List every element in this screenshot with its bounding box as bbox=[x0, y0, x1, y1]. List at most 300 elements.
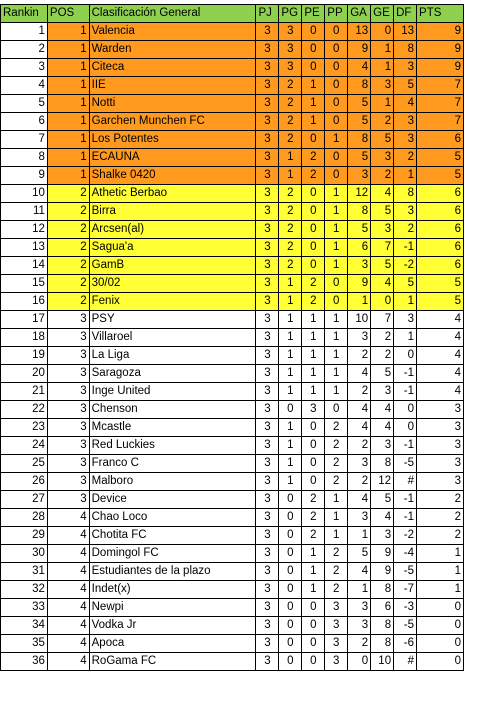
cell-pg: 1 bbox=[279, 437, 302, 455]
cell-pos: 1 bbox=[47, 41, 89, 59]
header-pe: PE bbox=[302, 5, 325, 23]
cell-rank: 5 bbox=[1, 95, 48, 113]
cell-pts: 6 bbox=[417, 257, 464, 275]
table-row bbox=[1, 527, 464, 545]
cell-pp: 3 bbox=[325, 635, 348, 653]
cell-pj: 3 bbox=[256, 149, 279, 167]
cell-ga: 8 bbox=[348, 203, 371, 221]
cell-ge: 3 bbox=[371, 527, 394, 545]
cell-ga: 6 bbox=[348, 239, 371, 257]
cell-pe: 0 bbox=[302, 419, 325, 437]
cell-pos: 1 bbox=[47, 95, 89, 113]
cell-pj: 3 bbox=[256, 77, 279, 95]
cell-pos: 2 bbox=[47, 203, 89, 221]
cell-pos: 1 bbox=[47, 23, 89, 41]
cell-pg: 1 bbox=[279, 149, 302, 167]
cell-rank: 2 bbox=[1, 41, 48, 59]
cell-pj: 3 bbox=[256, 419, 279, 437]
cell-pts: 4 bbox=[417, 329, 464, 347]
cell-pts: 3 bbox=[417, 473, 464, 491]
cell-pj: 3 bbox=[256, 563, 279, 581]
cell-team: Franco C bbox=[89, 455, 256, 473]
cell-ga: 2 bbox=[348, 635, 371, 653]
cell-pj: 3 bbox=[256, 473, 279, 491]
cell-df: -1 bbox=[394, 509, 417, 527]
cell-df: 4 bbox=[394, 95, 417, 113]
cell-pts: 4 bbox=[417, 383, 464, 401]
table-row bbox=[1, 203, 464, 221]
cell-pos: 2 bbox=[47, 221, 89, 239]
cell-ga: 4 bbox=[348, 563, 371, 581]
cell-pe: 2 bbox=[302, 527, 325, 545]
cell-pos: 3 bbox=[47, 419, 89, 437]
cell-team: Citeca bbox=[89, 59, 256, 77]
cell-pe: 0 bbox=[302, 185, 325, 203]
cell-pe: 1 bbox=[302, 113, 325, 131]
cell-pp: 0 bbox=[325, 149, 348, 167]
cell-rank: 33 bbox=[1, 599, 48, 617]
cell-rank: 23 bbox=[1, 419, 48, 437]
cell-pe: 1 bbox=[302, 311, 325, 329]
cell-pts: 9 bbox=[417, 59, 464, 77]
table-row bbox=[1, 41, 464, 59]
cell-ga: 12 bbox=[348, 185, 371, 203]
cell-ge: 3 bbox=[371, 383, 394, 401]
cell-ge: 1 bbox=[371, 59, 394, 77]
table-row bbox=[1, 509, 464, 527]
cell-pts: 2 bbox=[417, 491, 464, 509]
table-row bbox=[1, 167, 464, 185]
cell-pp: 0 bbox=[325, 293, 348, 311]
cell-df: 1 bbox=[394, 329, 417, 347]
cell-pe: 1 bbox=[302, 347, 325, 365]
cell-ge: 9 bbox=[371, 545, 394, 563]
table-row bbox=[1, 401, 464, 419]
cell-rank: 18 bbox=[1, 329, 48, 347]
table-row bbox=[1, 221, 464, 239]
table-row bbox=[1, 95, 464, 113]
cell-ga: 9 bbox=[348, 41, 371, 59]
cell-ga: 4 bbox=[348, 401, 371, 419]
table-row bbox=[1, 455, 464, 473]
cell-pp: 1 bbox=[325, 131, 348, 149]
cell-pj: 3 bbox=[256, 95, 279, 113]
cell-pe: 1 bbox=[302, 77, 325, 95]
cell-pts: 4 bbox=[417, 365, 464, 383]
cell-df: 5 bbox=[394, 275, 417, 293]
cell-pts: 9 bbox=[417, 41, 464, 59]
cell-team: Domingol FC bbox=[89, 545, 256, 563]
cell-pg: 0 bbox=[279, 581, 302, 599]
cell-pe: 1 bbox=[302, 383, 325, 401]
cell-pe: 2 bbox=[302, 491, 325, 509]
cell-pts: 4 bbox=[417, 347, 464, 365]
cell-pj: 3 bbox=[256, 653, 279, 671]
cell-pos: 3 bbox=[47, 311, 89, 329]
cell-pts: 6 bbox=[417, 131, 464, 149]
cell-pts: 0 bbox=[417, 635, 464, 653]
cell-pj: 3 bbox=[256, 329, 279, 347]
cell-ga: 8 bbox=[348, 77, 371, 95]
cell-pp: 2 bbox=[325, 437, 348, 455]
cell-rank: 25 bbox=[1, 455, 48, 473]
cell-pg: 2 bbox=[279, 131, 302, 149]
cell-pg: 1 bbox=[279, 167, 302, 185]
cell-pg: 2 bbox=[279, 113, 302, 131]
cell-pp: 0 bbox=[325, 23, 348, 41]
cell-df: 1 bbox=[394, 167, 417, 185]
cell-ga: 5 bbox=[348, 221, 371, 239]
cell-pe: 0 bbox=[302, 653, 325, 671]
cell-pe: 1 bbox=[302, 545, 325, 563]
cell-ge: 3 bbox=[371, 77, 394, 95]
cell-pts: 3 bbox=[417, 455, 464, 473]
cell-pos: 2 bbox=[47, 185, 89, 203]
cell-pp: 0 bbox=[325, 113, 348, 131]
cell-team: Valencia bbox=[89, 23, 256, 41]
cell-team: Arcsen(al) bbox=[89, 221, 256, 239]
cell-pos: 2 bbox=[47, 275, 89, 293]
cell-pj: 3 bbox=[256, 275, 279, 293]
table-row bbox=[1, 545, 464, 563]
cell-pe: 0 bbox=[302, 617, 325, 635]
cell-pg: 2 bbox=[279, 95, 302, 113]
cell-team: Garchen Munchen FC bbox=[89, 113, 256, 131]
cell-pos: 4 bbox=[47, 617, 89, 635]
header-pp: PP bbox=[325, 5, 348, 23]
cell-team: GamB bbox=[89, 257, 256, 275]
cell-pj: 3 bbox=[256, 185, 279, 203]
cell-pg: 1 bbox=[279, 311, 302, 329]
cell-ga: 9 bbox=[348, 275, 371, 293]
cell-pe: 2 bbox=[302, 149, 325, 167]
cell-pp: 0 bbox=[325, 167, 348, 185]
cell-ge: 6 bbox=[371, 599, 394, 617]
cell-rank: 24 bbox=[1, 437, 48, 455]
cell-df: -1 bbox=[394, 491, 417, 509]
cell-ga: 1 bbox=[348, 581, 371, 599]
cell-pts: 2 bbox=[417, 509, 464, 527]
cell-rank: 14 bbox=[1, 257, 48, 275]
cell-pp: 3 bbox=[325, 617, 348, 635]
cell-pg: 1 bbox=[279, 419, 302, 437]
cell-ga: 10 bbox=[348, 311, 371, 329]
cell-pj: 3 bbox=[256, 311, 279, 329]
cell-pe: 0 bbox=[302, 239, 325, 257]
cell-pj: 3 bbox=[256, 293, 279, 311]
cell-team: RoGama FC bbox=[89, 653, 256, 671]
cell-team: Athetic Berbao bbox=[89, 185, 256, 203]
cell-pos: 3 bbox=[47, 365, 89, 383]
cell-ge: 4 bbox=[371, 185, 394, 203]
cell-pos: 4 bbox=[47, 509, 89, 527]
cell-ga: 4 bbox=[348, 419, 371, 437]
cell-pe: 0 bbox=[302, 257, 325, 275]
table-row bbox=[1, 599, 464, 617]
cell-team: ECAUNA bbox=[89, 149, 256, 167]
cell-pe: 0 bbox=[302, 59, 325, 77]
cell-rank: 22 bbox=[1, 401, 48, 419]
cell-ge: 3 bbox=[371, 221, 394, 239]
cell-pts: 4 bbox=[417, 311, 464, 329]
cell-ge: 8 bbox=[371, 581, 394, 599]
cell-ge: 10 bbox=[371, 653, 394, 671]
cell-df: -5 bbox=[394, 563, 417, 581]
cell-ge: 8 bbox=[371, 617, 394, 635]
cell-ga: 4 bbox=[348, 59, 371, 77]
cell-df: -2 bbox=[394, 527, 417, 545]
header-pts: PTS bbox=[417, 5, 464, 23]
cell-pos: 4 bbox=[47, 545, 89, 563]
cell-df: -4 bbox=[394, 545, 417, 563]
cell-pos: 4 bbox=[47, 635, 89, 653]
cell-rank: 16 bbox=[1, 293, 48, 311]
cell-pp: 1 bbox=[325, 527, 348, 545]
cell-ga: 1 bbox=[348, 293, 371, 311]
cell-pj: 3 bbox=[256, 365, 279, 383]
cell-pg: 0 bbox=[279, 563, 302, 581]
cell-ga: 2 bbox=[348, 437, 371, 455]
cell-team: Shalke 0420 bbox=[89, 167, 256, 185]
cell-df: -3 bbox=[394, 599, 417, 617]
cell-pj: 3 bbox=[256, 401, 279, 419]
cell-pp: 0 bbox=[325, 275, 348, 293]
cell-ge: 2 bbox=[371, 347, 394, 365]
header-pg: PG bbox=[279, 5, 302, 23]
cell-pe: 2 bbox=[302, 275, 325, 293]
cell-pp: 3 bbox=[325, 599, 348, 617]
cell-ge: 0 bbox=[371, 23, 394, 41]
table-row bbox=[1, 329, 464, 347]
cell-ge: 4 bbox=[371, 509, 394, 527]
cell-team: Sagua'a bbox=[89, 239, 256, 257]
cell-pg: 2 bbox=[279, 221, 302, 239]
cell-pos: 3 bbox=[47, 491, 89, 509]
cell-pts: 6 bbox=[417, 185, 464, 203]
table-row bbox=[1, 59, 464, 77]
cell-team: Estudiantes de la plazo bbox=[89, 563, 256, 581]
cell-pg: 0 bbox=[279, 635, 302, 653]
cell-pe: 1 bbox=[302, 95, 325, 113]
cell-pg: 0 bbox=[279, 401, 302, 419]
header-ge: GE bbox=[371, 5, 394, 23]
cell-pos: 2 bbox=[47, 257, 89, 275]
cell-team: PSY bbox=[89, 311, 256, 329]
table-row bbox=[1, 635, 464, 653]
cell-ge: 1 bbox=[371, 41, 394, 59]
cell-pos: 1 bbox=[47, 113, 89, 131]
cell-team: Los Potentes bbox=[89, 131, 256, 149]
cell-pe: 0 bbox=[302, 131, 325, 149]
cell-team: La Liga bbox=[89, 347, 256, 365]
cell-pos: 1 bbox=[47, 167, 89, 185]
cell-pts: 5 bbox=[417, 275, 464, 293]
cell-ge: 4 bbox=[371, 401, 394, 419]
cell-pp: 1 bbox=[325, 491, 348, 509]
cell-pts: 7 bbox=[417, 113, 464, 131]
cell-rank: 3 bbox=[1, 59, 48, 77]
cell-ge: 3 bbox=[371, 149, 394, 167]
cell-pos: 1 bbox=[47, 77, 89, 95]
cell-team: Warden bbox=[89, 41, 256, 59]
header-team: Clasificación General bbox=[89, 5, 256, 23]
cell-pj: 3 bbox=[256, 257, 279, 275]
cell-pos: 3 bbox=[47, 401, 89, 419]
cell-pg: 0 bbox=[279, 617, 302, 635]
cell-pg: 1 bbox=[279, 455, 302, 473]
cell-pts: 1 bbox=[417, 563, 464, 581]
cell-pos: 1 bbox=[47, 149, 89, 167]
cell-rank: 11 bbox=[1, 203, 48, 221]
cell-ge: 8 bbox=[371, 455, 394, 473]
cell-pj: 3 bbox=[256, 437, 279, 455]
cell-pg: 2 bbox=[279, 77, 302, 95]
cell-pp: 2 bbox=[325, 473, 348, 491]
cell-ga: 5 bbox=[348, 545, 371, 563]
cell-rank: 35 bbox=[1, 635, 48, 653]
cell-rank: 34 bbox=[1, 617, 48, 635]
cell-df: # bbox=[394, 653, 417, 671]
cell-pos: 3 bbox=[47, 455, 89, 473]
cell-pg: 0 bbox=[279, 545, 302, 563]
cell-pos: 4 bbox=[47, 527, 89, 545]
cell-df: -1 bbox=[394, 437, 417, 455]
cell-pg: 1 bbox=[279, 473, 302, 491]
cell-pe: 2 bbox=[302, 167, 325, 185]
cell-pe: 0 bbox=[302, 473, 325, 491]
cell-team: Vodka Jr bbox=[89, 617, 256, 635]
cell-pg: 1 bbox=[279, 293, 302, 311]
header-ga: GA bbox=[348, 5, 371, 23]
cell-pj: 3 bbox=[256, 203, 279, 221]
cell-rank: 26 bbox=[1, 473, 48, 491]
cell-pe: 1 bbox=[302, 329, 325, 347]
cell-pg: 0 bbox=[279, 509, 302, 527]
cell-ga: 2 bbox=[348, 383, 371, 401]
cell-rank: 36 bbox=[1, 653, 48, 671]
cell-pp: 1 bbox=[325, 347, 348, 365]
cell-pj: 3 bbox=[256, 635, 279, 653]
cell-pe: 0 bbox=[302, 437, 325, 455]
cell-ge: 7 bbox=[371, 311, 394, 329]
table-row bbox=[1, 239, 464, 257]
table-row bbox=[1, 491, 464, 509]
cell-pp: 2 bbox=[325, 419, 348, 437]
cell-ge: 8 bbox=[371, 635, 394, 653]
cell-rank: 20 bbox=[1, 365, 48, 383]
cell-pos: 3 bbox=[47, 473, 89, 491]
cell-rank: 32 bbox=[1, 581, 48, 599]
cell-ge: 2 bbox=[371, 113, 394, 131]
cell-ge: 9 bbox=[371, 563, 394, 581]
table-row bbox=[1, 257, 464, 275]
cell-df: 8 bbox=[394, 185, 417, 203]
cell-team: Villaroel bbox=[89, 329, 256, 347]
table-row bbox=[1, 653, 464, 671]
table-row bbox=[1, 23, 464, 41]
cell-rank: 4 bbox=[1, 77, 48, 95]
cell-pe: 2 bbox=[302, 293, 325, 311]
cell-ga: 4 bbox=[348, 491, 371, 509]
cell-rank: 19 bbox=[1, 347, 48, 365]
cell-pp: 1 bbox=[325, 383, 348, 401]
cell-pts: 6 bbox=[417, 239, 464, 257]
cell-pp: 2 bbox=[325, 581, 348, 599]
cell-df: -1 bbox=[394, 365, 417, 383]
cell-pos: 1 bbox=[47, 131, 89, 149]
cell-pts: 6 bbox=[417, 203, 464, 221]
cell-ga: 5 bbox=[348, 113, 371, 131]
cell-df: 3 bbox=[394, 311, 417, 329]
table-row bbox=[1, 149, 464, 167]
cell-rank: 21 bbox=[1, 383, 48, 401]
table-row bbox=[1, 365, 464, 383]
cell-ge: 5 bbox=[371, 131, 394, 149]
cell-team: Newpi bbox=[89, 599, 256, 617]
cell-rank: 7 bbox=[1, 131, 48, 149]
cell-pg: 1 bbox=[279, 383, 302, 401]
table-row bbox=[1, 419, 464, 437]
cell-pg: 1 bbox=[279, 365, 302, 383]
cell-pts: 5 bbox=[417, 149, 464, 167]
cell-pe: 0 bbox=[302, 635, 325, 653]
cell-team: Chenson bbox=[89, 401, 256, 419]
cell-ge: 5 bbox=[371, 203, 394, 221]
cell-pos: 3 bbox=[47, 329, 89, 347]
cell-pp: 3 bbox=[325, 653, 348, 671]
cell-pj: 3 bbox=[256, 41, 279, 59]
cell-pe: 1 bbox=[302, 365, 325, 383]
cell-pos: 3 bbox=[47, 383, 89, 401]
cell-rank: 29 bbox=[1, 527, 48, 545]
cell-ge: 4 bbox=[371, 419, 394, 437]
cell-pp: 0 bbox=[325, 401, 348, 419]
cell-ge: 5 bbox=[371, 491, 394, 509]
header-pj: PJ bbox=[256, 5, 279, 23]
cell-df: 5 bbox=[394, 77, 417, 95]
table-row bbox=[1, 275, 464, 293]
cell-df: 2 bbox=[394, 221, 417, 239]
cell-ga: 3 bbox=[348, 167, 371, 185]
cell-team: Malboro bbox=[89, 473, 256, 491]
cell-pos: 2 bbox=[47, 239, 89, 257]
cell-ga: 3 bbox=[348, 509, 371, 527]
cell-pts: 5 bbox=[417, 167, 464, 185]
cell-pg: 0 bbox=[279, 599, 302, 617]
cell-pts: 0 bbox=[417, 617, 464, 635]
cell-ga: 4 bbox=[348, 365, 371, 383]
cell-pg: 0 bbox=[279, 653, 302, 671]
cell-pp: 1 bbox=[325, 221, 348, 239]
cell-team: Red Luckies bbox=[89, 437, 256, 455]
cell-pts: 7 bbox=[417, 95, 464, 113]
cell-pg: 1 bbox=[279, 329, 302, 347]
cell-pp: 0 bbox=[325, 59, 348, 77]
cell-pg: 3 bbox=[279, 41, 302, 59]
cell-team: 30/02 bbox=[89, 275, 256, 293]
cell-rank: 30 bbox=[1, 545, 48, 563]
cell-pp: 1 bbox=[325, 509, 348, 527]
header-pos: POS bbox=[47, 5, 89, 23]
cell-pp: 2 bbox=[325, 545, 348, 563]
cell-df: 0 bbox=[394, 401, 417, 419]
cell-df: 13 bbox=[394, 23, 417, 41]
cell-rank: 8 bbox=[1, 149, 48, 167]
cell-pj: 3 bbox=[256, 347, 279, 365]
cell-df: 3 bbox=[394, 203, 417, 221]
cell-pg: 2 bbox=[279, 239, 302, 257]
cell-team: IIE bbox=[89, 77, 256, 95]
